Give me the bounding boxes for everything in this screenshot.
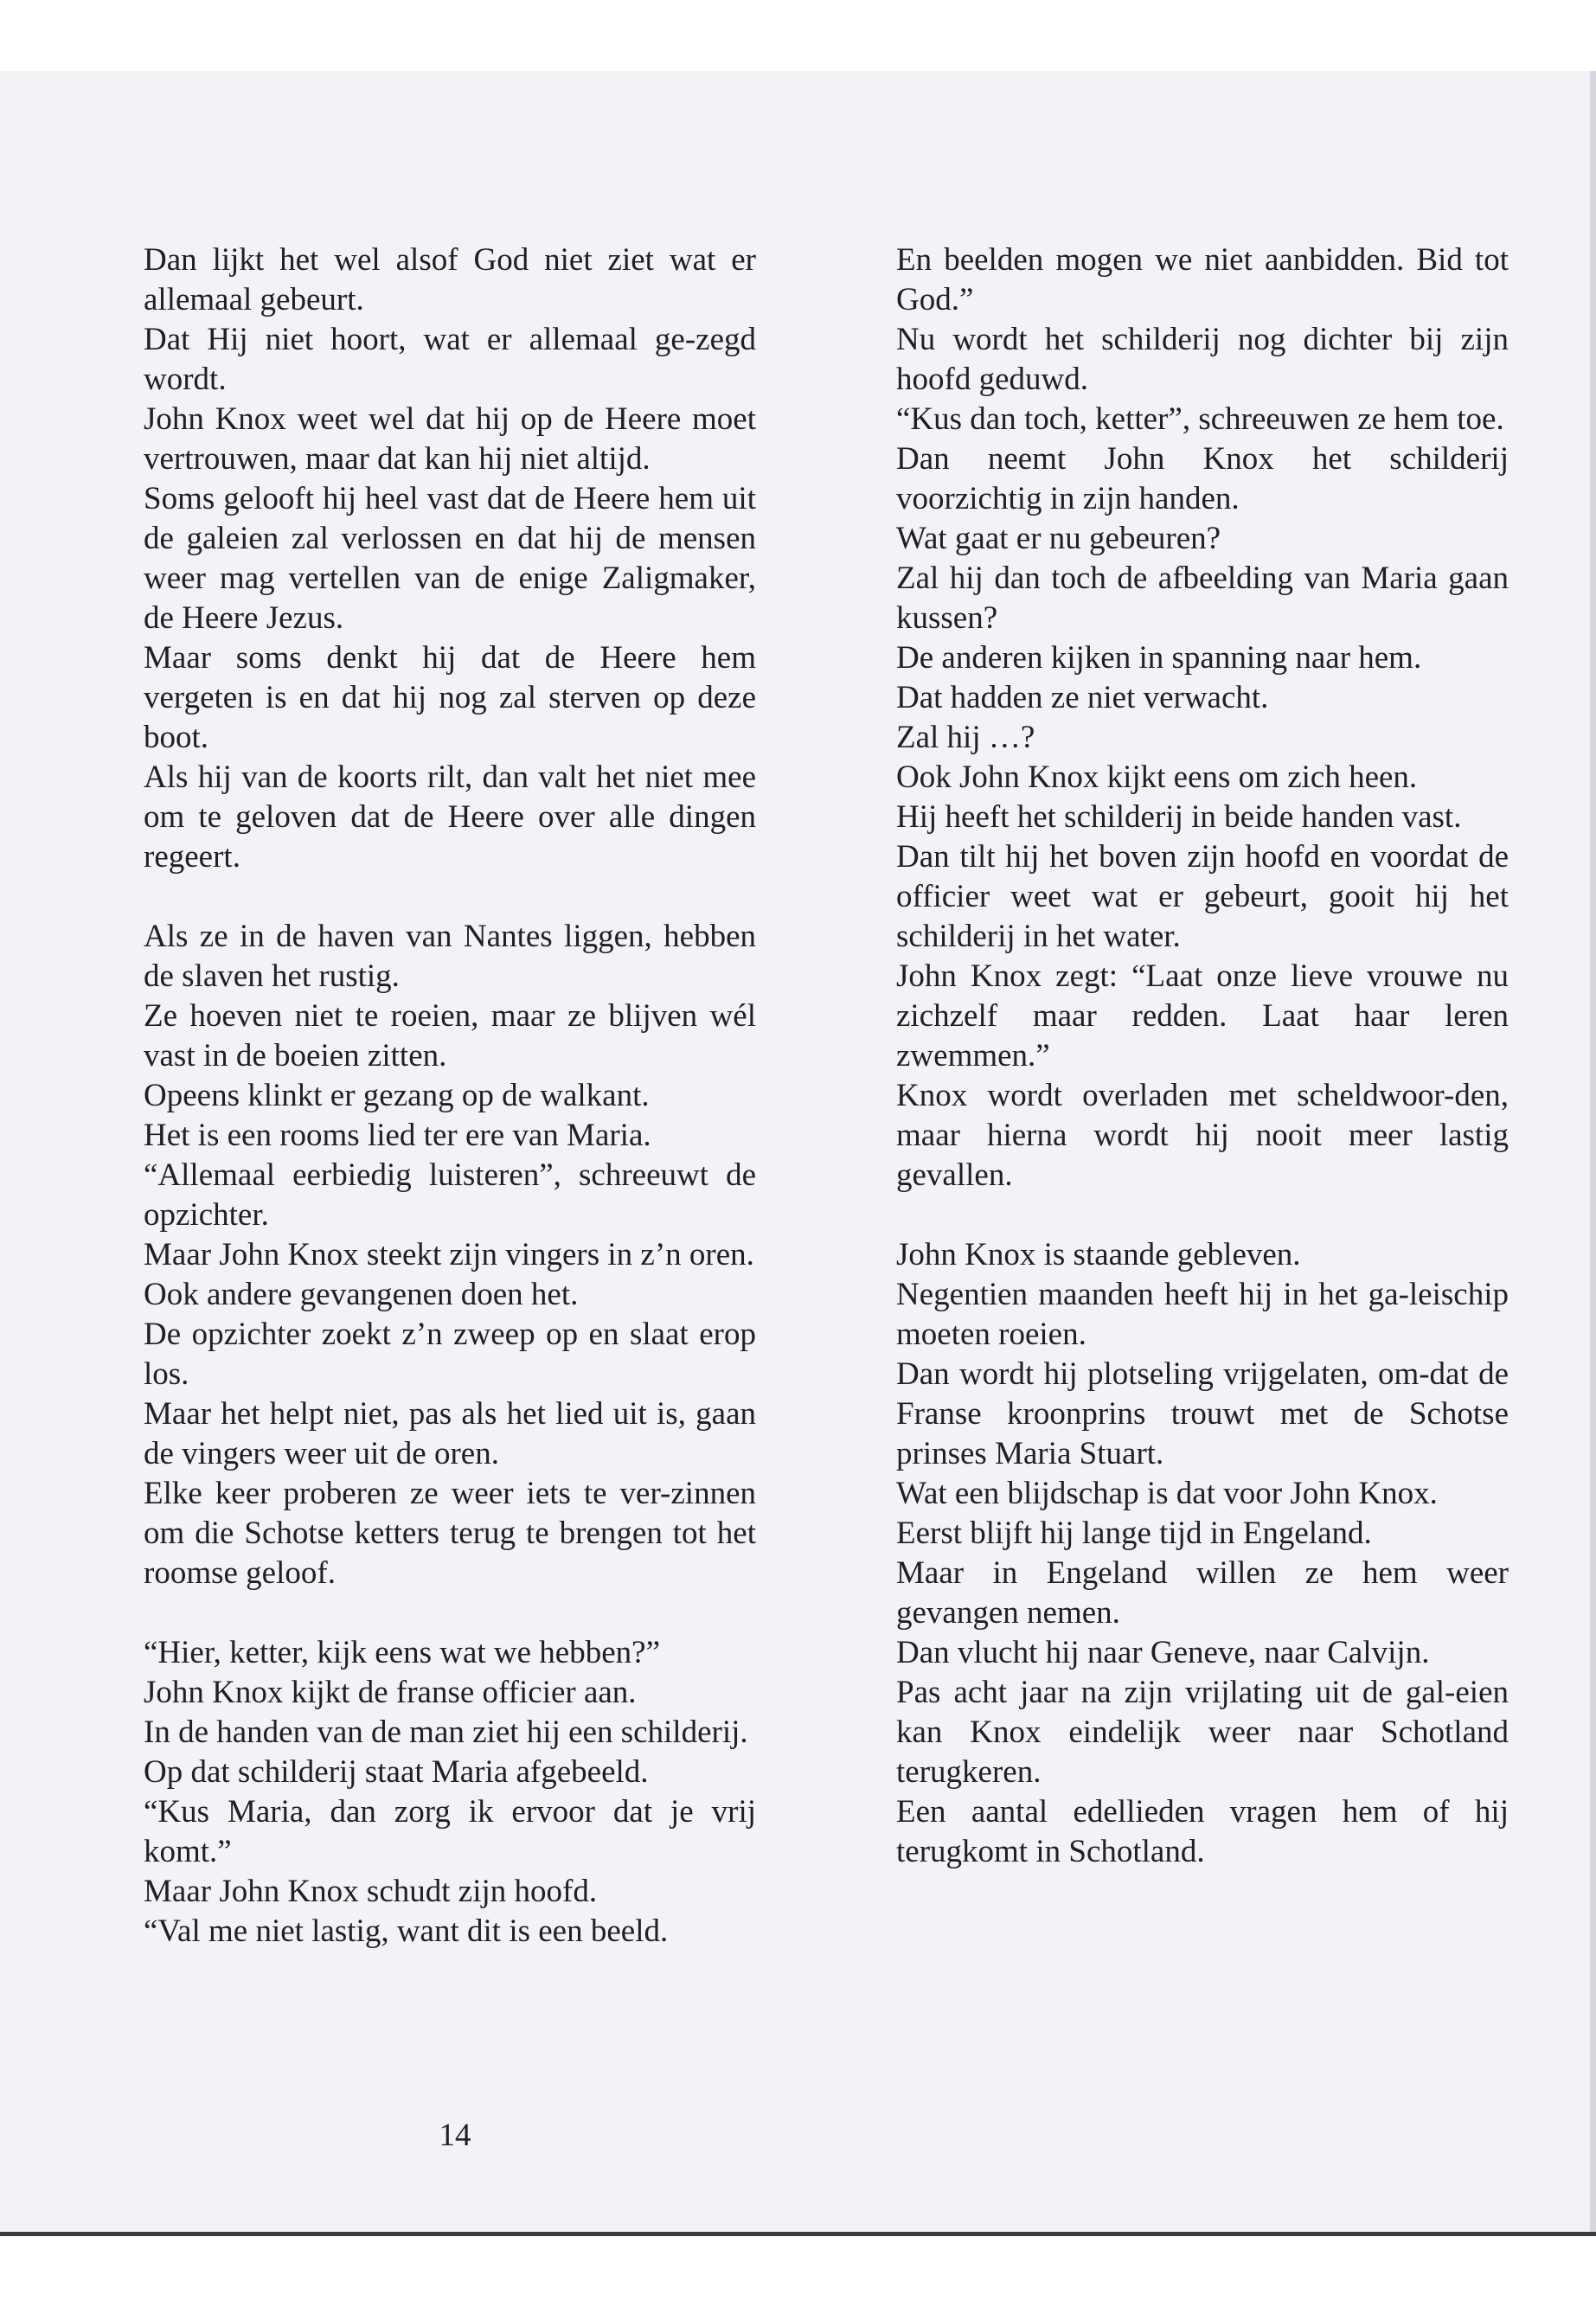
paragraph: “Hier, ketter, kijk eens wat we hebben?”: [144, 1635, 660, 1670]
paragraph: Dan tilt hij het boven zijn hoofd en voordat de officier weet wat er gebeurt, gooit hij het schilderij in het water.: [896, 839, 1509, 954]
paragraph-spacer: [144, 1593, 756, 1633]
paragraph: En beelden mogen we niet aanbidden. Bid tot God.”: [896, 242, 1509, 317]
paragraph: Maar het helpt niet, pas als het lied uit is, gaan de vingers weer uit de oren.: [144, 1396, 756, 1471]
paragraph: Nu wordt het schilderij nog dichter bij zijn hoofd geduwd.: [896, 322, 1509, 397]
paragraph: Elke keer proberen ze weer iets te ver-zinnen om die Schotse ketters terug te brengen tot het roomse geloof.: [144, 1476, 756, 1591]
paragraph: Dat Hij niet hoort, wat er allemaal ge-zegd wordt.: [144, 322, 756, 397]
paragraph: John Knox zegt: “Laat onze lieve vrouwe nu zichzelf maar redden. Laat haar leren zwemmen.”: [896, 958, 1509, 1074]
bottom-margin: [0, 2232, 1596, 2301]
paragraph: John Knox weet wel dat hij op de Heere moet vertrouwen, maar dat kan hij niet altijd.: [144, 401, 756, 477]
paragraph-spacer: [896, 1195, 1509, 1235]
paragraph: Zal hij …?: [896, 720, 1035, 755]
paragraph: Maar soms denkt hij dat de Heere hem vergeten is en dat hij nog zal sterven op deze boot.: [144, 640, 756, 755]
bottom-rule: [0, 2232, 1596, 2236]
top-margin: [0, 0, 1596, 71]
paragraph: Ook andere gevangenen doen het.: [144, 1277, 579, 1312]
paragraph: Maar John Knox steekt zijn vingers in z’n oren.: [144, 1237, 754, 1272]
paragraph: Het is een rooms lied ter ere van Maria.: [144, 1118, 651, 1153]
paragraph: Wat gaat er nu gebeuren?: [896, 521, 1221, 556]
paragraph: Ook John Knox kijkt eens om zich heen.: [896, 760, 1418, 795]
paragraph: Soms gelooft hij heel vast dat de Heere hem uit de galeien zal verlossen en dat hij de mensen weer mag vertellen van de enige Zaligmaker, de Heere Jezus.: [144, 481, 756, 636]
paragraph: Eerst blijft hij lange tijd in Engeland.: [896, 1516, 1372, 1551]
paragraph: In de handen van de man ziet hij een schilderij.: [144, 1715, 748, 1750]
paragraph: Knox wordt overladen met scheldwoor-den, maar hierna wordt hij nooit meer lastig gevallen.: [896, 1078, 1509, 1193]
paragraph: Dat hadden ze niet verwacht.: [896, 680, 1269, 715]
paragraph: Wat een blijdschap is dat voor John Knox.: [896, 1476, 1438, 1511]
paragraph: Als hij van de koorts rilt, dan valt het niet mee om te geloven dat de Heere over alle dingen regeert.: [144, 760, 756, 875]
paragraph: De opzichter zoekt z’n zweep op en slaat erop los.: [144, 1317, 756, 1392]
paragraph: Zal hij dan toch de afbeelding van Maria gaan kussen?: [896, 561, 1509, 636]
paragraph: “Val me niet lastig, want dit is een beeld.: [144, 1913, 669, 1949]
paragraph: Dan neemt John Knox het schilderij voorzichtig in zijn handen.: [896, 441, 1509, 516]
paragraph: “Kus Maria, dan zorg ik ervoor dat je vrij komt.”: [144, 1794, 756, 1869]
paragraph: Hij heeft het schilderij in beide handen vast.: [896, 799, 1462, 835]
paragraph: Op dat schilderij staat Maria afgebeeld.: [144, 1754, 649, 1790]
paragraph: De anderen kijken in spanning naar hem.: [896, 640, 1422, 676]
paragraph: Dan vlucht hij naar Geneve, naar Calvijn.: [896, 1635, 1430, 1670]
paragraph: Een aantal edellieden vragen hem of hij terugkomt in Schotland.: [896, 1794, 1509, 1869]
page-edge: [1590, 71, 1596, 2232]
paragraph: Maar John Knox schudt zijn hoofd.: [144, 1874, 598, 1909]
paragraph: Dan lijkt het wel alsof God niet ziet wat er allemaal gebeurt.: [144, 242, 756, 317]
paragraph: John Knox is staande gebleven.: [896, 1237, 1301, 1272]
page-number: 14: [439, 2118, 471, 2153]
paragraph-spacer: [144, 877, 756, 917]
paragraph: “Allemaal eerbiedig luisteren”, schreeuwt de opzichter.: [144, 1157, 756, 1233]
paragraph: Maar in Engeland willen ze hem weer gevangen nemen.: [896, 1555, 1509, 1631]
paragraph: Dan wordt hij plotseling vrijgelaten, om-dat de Franse kroonprins trouwt met de Schotse prinses Maria Stuart.: [896, 1356, 1509, 1471]
paragraph: Als ze in de haven van Nantes liggen, hebben de slaven het rustig.: [144, 919, 756, 994]
paragraph: Negentien maanden heeft hij in het ga-leischip moeten roeien.: [896, 1277, 1509, 1352]
right-text-column: [896, 240, 1509, 1872]
paragraph: “Kus dan toch, ketter”, schreeuwen ze hem toe.: [896, 401, 1504, 437]
left-text-column: [144, 240, 756, 1952]
paragraph: Pas acht jaar na zijn vrijlating uit de gal-eien kan Knox eindelijk weer naar Schotland terugkeren.: [896, 1675, 1509, 1790]
paragraph: Ze hoeven niet te roeien, maar ze blijven wél vast in de boeien zitten.: [144, 998, 756, 1074]
paragraph: Opeens klinkt er gezang op de walkant.: [144, 1078, 650, 1113]
paragraph: John Knox kijkt de franse officier aan.: [144, 1675, 637, 1710]
